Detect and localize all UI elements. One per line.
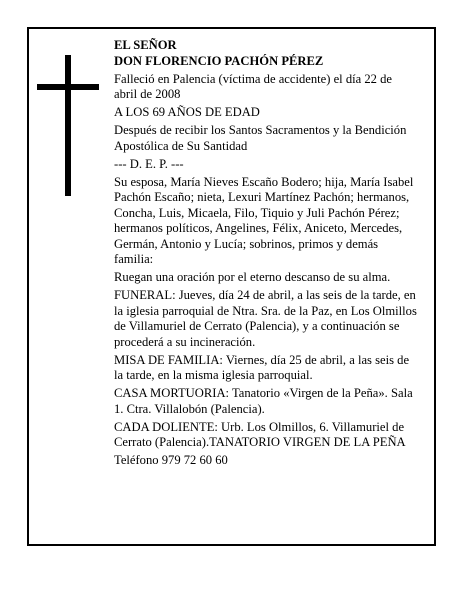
phone-line: Teléfono 979 72 60 60 [114,453,228,467]
deceased-name: DON FLORENCIO PACHÓN PÉREZ [114,53,324,68]
mortuary-paragraph: CASA MORTUORIA: Tanatorio «Virgen de la Peña». Sala 1. Ctra. Villalobón (Palencia). [114,386,413,416]
family-paragraph: Su esposa, María Nieves Escaño Bodero; hija, María Isabel Pachón Escaño; nieta, Lexuri Martínez Pachón; hermanos, Concha, Luis, Micaela, Filo, Tiquio y Juli Pachón Pérez; hermanos políticos, Angelines, Félix, Aniceto, Mercedes, Germán, Antonio y Lucía; sobrinos, primos y demás familia: [114,174,414,266]
family-mass-paragraph: MISA DE FAMILIA: Viernes, día 25 de abril, a las seis de la tarde, en la misma iglesia parroquial. [114,352,410,382]
mourner-paragraph: CADA DOLIENTE: Urb. Los Olmillos, 6. Villamuriel de Cerrato (Palencia).TANATORIO VIRGEN DE LA PEÑA [114,419,406,449]
prayer-line: Ruegan una oración por el eterno descanso de su alma. [114,270,391,284]
funeral-paragraph: FUNERAL: Jueves, día 24 de abril, a las seis de la tarde, en la iglesia parroquial de Ntra. Sra. de la Paz, en Los Olmillos de Villamuriel de Cerrato (Palencia), y a continuación se procederá a su incineración. [114,288,417,349]
cross-icon [65,55,71,196]
rip-line: --- D. E. P. --- [114,156,184,171]
sacraments-line: Después de recibir los Santos Sacramentos y la Bendición Apostólica de Su Santidad [114,123,407,153]
title-line-1: EL SEÑOR [114,38,177,52]
age-line: A LOS 69 AÑOS DE EDAD [114,105,260,119]
obituary-text [114,38,418,471]
cross-icon-crossbar [37,84,99,90]
death-details: Falleció en Palencia (víctima de accidente) el día 22 de abril de 2008 [114,71,392,101]
